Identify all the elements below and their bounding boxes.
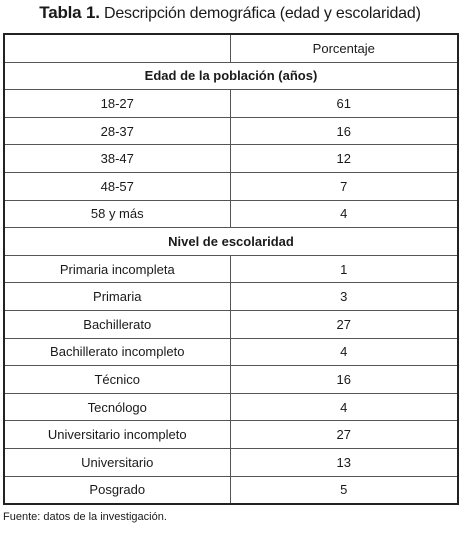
table-row <box>4 476 458 504</box>
table-row <box>4 200 458 228</box>
row-label: Bachillerato incompleto <box>4 338 230 366</box>
row-label: 38-47 <box>4 145 230 173</box>
table-row <box>4 310 458 338</box>
row-value: 16 <box>230 117 458 145</box>
table-number: Tabla 1. <box>39 3 100 22</box>
table-row <box>4 283 458 311</box>
table-row <box>4 172 458 200</box>
row-value: 1 <box>230 255 458 283</box>
row-label: Universitario <box>4 448 230 476</box>
header-cell-percentage: Porcentaje <box>230 34 458 62</box>
row-value: 27 <box>230 310 458 338</box>
row-label: Tecnólogo <box>4 393 230 421</box>
header-cell-empty <box>4 34 230 62</box>
row-label: Bachillerato <box>4 310 230 338</box>
table-row <box>4 366 458 394</box>
section-row-education <box>4 228 458 256</box>
section-title-age: Edad de la población (años) <box>4 62 458 90</box>
row-label: Primaria incompleta <box>4 255 230 283</box>
row-value: 3 <box>230 283 458 311</box>
row-label: 28-37 <box>4 117 230 145</box>
table-row <box>4 90 458 118</box>
table-title: Descripción demográfica (edad y escolaridad) <box>104 5 421 22</box>
table-caption <box>0 3 460 23</box>
row-value: 4 <box>230 200 458 228</box>
table-row <box>4 338 458 366</box>
header-row <box>4 34 458 62</box>
source-note: Fuente: datos de la investigación. <box>3 511 167 523</box>
table-row <box>4 145 458 173</box>
row-value: 61 <box>230 90 458 118</box>
row-label: Posgrado <box>4 476 230 504</box>
section-row-age <box>4 62 458 90</box>
table-row <box>4 117 458 145</box>
row-value: 4 <box>230 338 458 366</box>
row-value: 7 <box>230 172 458 200</box>
row-label: 58 y más <box>4 200 230 228</box>
row-value: 16 <box>230 366 458 394</box>
row-value: 13 <box>230 448 458 476</box>
row-value: 5 <box>230 476 458 504</box>
table-row <box>4 393 458 421</box>
section-title-education: Nivel de escolaridad <box>4 228 458 256</box>
row-label: 18-27 <box>4 90 230 118</box>
table-row <box>4 255 458 283</box>
row-label: Técnico <box>4 366 230 394</box>
table-row <box>4 421 458 449</box>
row-label: Primaria <box>4 283 230 311</box>
demographics-table <box>3 33 459 505</box>
table-row <box>4 448 458 476</box>
row-value: 12 <box>230 145 458 173</box>
row-label: Universitario incompleto <box>4 421 230 449</box>
row-label: 48-57 <box>4 172 230 200</box>
row-value: 4 <box>230 393 458 421</box>
row-value: 27 <box>230 421 458 449</box>
